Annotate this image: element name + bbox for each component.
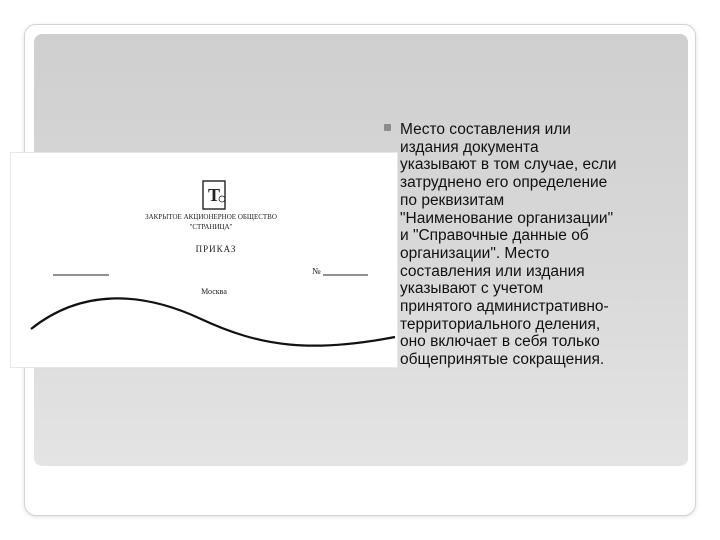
bullet-marker (384, 124, 391, 131)
place-of-issue: Москва (201, 287, 227, 296)
bullet-item (376, 121, 686, 369)
document-sample-drawing (11, 153, 397, 367)
organization-name-line2: "СТРАНИЦА" (189, 223, 233, 231)
bullet-text: Место составления или издания документа указывают в том случае, если затруднено его определение по реквизитам "Наименование организации" и "Справочные данные об организации". Место составления или издания указывают с учетом принятого административно- территориального деления, оно включает в себя только общепринятые сокращения. (400, 121, 617, 369)
number-sign: № (312, 266, 321, 276)
torn-edge-wave (31, 298, 395, 345)
organization-logo (203, 181, 225, 209)
logo-letter: Т (207, 185, 221, 205)
document-type-heading: ПРИКАЗ (195, 244, 237, 254)
document-sample-image (10, 152, 398, 368)
organization-name-line1: ЗАКРЫТОЕ АКЦИОНЕРНОЕ ОБЩЕСТВО (145, 213, 277, 221)
